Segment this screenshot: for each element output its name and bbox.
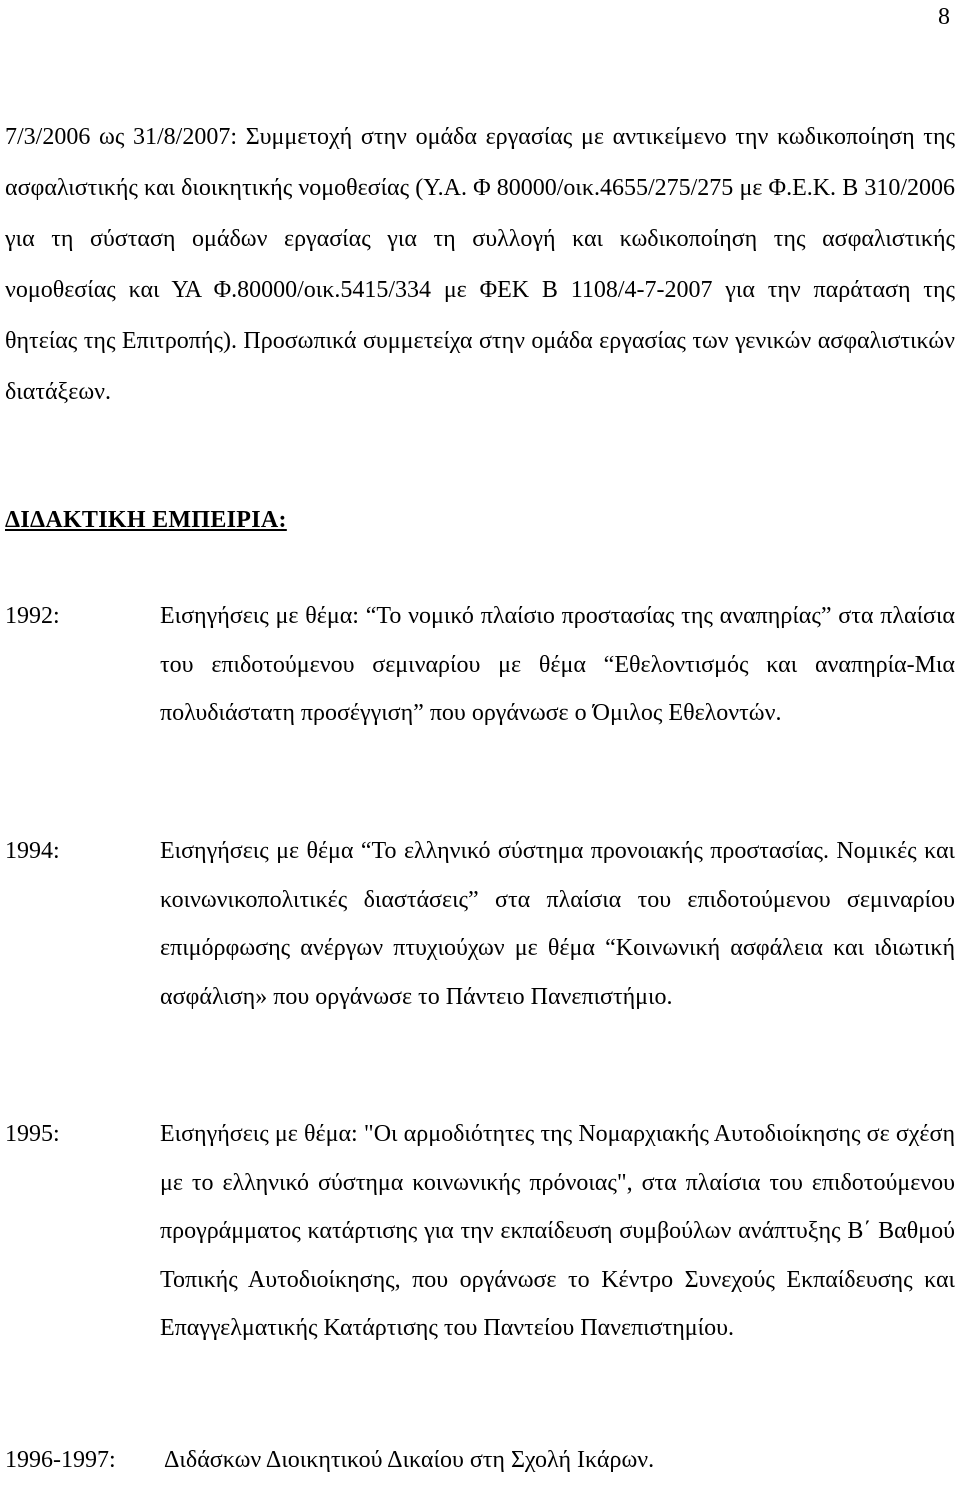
entry-description: Εισηγήσεις με θέμα “Το ελληνικό σύστημα προνοιακής προστασίας. Νομικές και κοινωνικοπολιτικές διαστάσεις” στα πλαίσια του επιδοτούμενου σεμιναρίου επιμόρφωσης ανέργων πτυχιούχων με θέμα “Κοινωνική ασφάλεια και ιδιωτική ασφάλιση» που οργάνωσε το Πάντειο Πανεπιστήμιο. [160, 838, 955, 1010]
entry-year: 1992: [5, 603, 60, 629]
intro-paragraph: 7/3/2006 ως 31/8/2007: Συμμετοχή στην ομάδα εργασίας με αντικείμενο την κωδικοποίηση της ασφαλιστικής και διοικητικής νομοθεσίας (Υ.Α. Φ 80000/οικ.4655/275/275 με Φ.Ε.Κ. Β 310/2006 για τη σύσταση ομάδων εργασίας για τη συλλογή και κωδικοποίηση της ασφαλιστικής νομοθεσίας και ΥΑ Φ.80000/οικ.5415/334 με ΦΕΚ Β 1108/4-7-2007 για την παράταση της θητείας της Επιτροπής). Προσωπικά συμμετείχα στην ομάδα εργασίας των γενικών ασφαλιστικών διατάξεων. [5, 124, 955, 405]
entry-description: Εισηγήσεις με θέμα: "Οι αρμοδιότητες της Νομαρχιακής Αυτοδιοίκησης σε σχέση με το ελληνικό σύστημα κοινωνικής πρόνοιας", στα πλαίσια του επιδοτούμενου προγράμματος κατάρτισης για την εκπαίδευση συμβούλων ανάπτυξης Β΄ Βαθμού Τοπικής Αυτοδιοίκησης, που οργάνωσε το Κέντρο Συνεχούς Εκπαίδευσης και Επαγγελματικής Κατάρτισης του Παντείου Πανεπιστημίου. [160, 1121, 955, 1342]
page-number: 8 [938, 4, 950, 30]
experience-entry-1994 [5, 827, 955, 1021]
entry-description: Εισηγήσεις με θέμα: “Το νομικό πλαίσιο προστασίας της αναπηρίας” στα πλαίσια του επιδοτούμενου σεμιναρίου με θέμα “Εθελοντισμός και αναπηρία-Μια πολυδιάστατη προσέγγιση” που οργάνωσε ο Όμιλος Εθελοντών. [160, 603, 955, 727]
entry-year: 1995: [5, 1121, 60, 1147]
entry-description: Διδάσκων Διοικητικού Δικαίου στη Σχολή Ικάρων. [164, 1447, 655, 1473]
entry-year: 1994: [5, 838, 60, 864]
experience-entry-1992 [5, 592, 955, 738]
section-heading-teaching-experience: ΔΙΔΑΚΤΙΚΗ ΕΜΠΕΙΡΙΑ: [5, 507, 287, 533]
experience-entry-1996-1997 [5, 1436, 955, 1485]
entry-year: 1996-1997: [5, 1447, 116, 1473]
experience-entry-1995 [5, 1110, 955, 1353]
